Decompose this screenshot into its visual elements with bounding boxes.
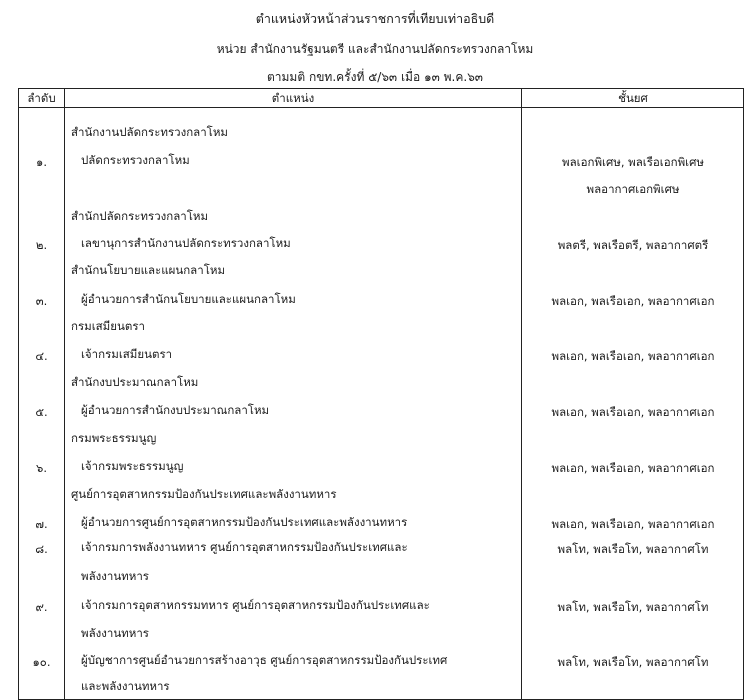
row-number: ๗. xyxy=(35,517,48,531)
row-rank: พลโท, พลเรือโท, พลอากาศโท xyxy=(557,542,709,556)
row-number: ๑. xyxy=(36,155,47,169)
document-title: ตำแหน่งหัวหน้าส่วนราชการที่เทียบเท่าอธิบดี xyxy=(255,11,495,26)
row-number: ๘. xyxy=(35,542,48,556)
row-position: ผู้อำนวยการศูนย์การอุตสาหกรรมป้องกันประเทศและพลังงานทหาร xyxy=(81,515,408,529)
row-position: เจ้ากรมการอุตสาหกรรมทหาร ศูนย์การอุตสาหกรรมป้องกันประเทศและ xyxy=(81,598,430,612)
row-number: ๑๐. xyxy=(32,655,51,669)
row-rank: พลเอก, พลเรือเอก, พลอากาศเอก xyxy=(551,517,715,531)
column-header-order: ลำดับ xyxy=(27,91,56,105)
row-position: เจ้ากรมพระธรรมนูญ xyxy=(81,459,184,473)
header-divider xyxy=(19,107,743,108)
row-rank: พลเอก, พลเรือเอก, พลอากาศเอก xyxy=(551,349,715,363)
column-header-position: ตำแหน่ง xyxy=(271,91,315,105)
row-position: ผู้อำนวยการสำนักนโยบายและแผนกลาโหม xyxy=(81,292,296,306)
row-position-continued: พลังงานทหาร xyxy=(81,626,149,640)
group-heading: สำนักนโยบายและแผนกลาโหม xyxy=(71,263,226,277)
group-heading: ศูนย์การอุตสาหกรรมป้องกันประเทศและพลังงานทหาร xyxy=(71,487,337,501)
group-heading: กรมพระธรรมนูญ xyxy=(71,431,157,445)
row-rank: พลเอกพิเศษ, พลเรือเอกพิเศษ xyxy=(562,155,704,169)
resolution-line: ตามมติ กขท.ครั้งที่ ๕/๖๓ เมื่อ ๑๓ พ.ค.๖๓ xyxy=(266,70,484,84)
row-position: ปลัดกระทรวงกลาโหม xyxy=(81,153,190,167)
row-number: ๓. xyxy=(35,294,48,308)
group-heading: สำนักปลัดกระทรวงกลาโหม xyxy=(71,209,209,223)
row-position-continued: และพลังงานทหาร xyxy=(81,679,170,693)
row-rank: พลตรี, พลเรือตรี, พลอากาศตรี xyxy=(557,238,709,252)
row-rank: พลเอก, พลเรือเอก, พลอากาศเอก xyxy=(551,405,715,419)
row-position: ผู้บัญชาการศูนย์อำนวยการสร้างอาวุธ ศูนย์การอุตสาหกรรมป้องกันประเทศ xyxy=(81,653,448,667)
row-position: เจ้ากรมเสมียนตรา xyxy=(81,347,173,361)
unit-line: หน่วย สำนักงานรัฐมนตรี และสำนักงานปลัดกระทรวงกลาโหม xyxy=(216,42,534,56)
row-number: ๔. xyxy=(35,349,48,363)
row-position: เลขานุการสำนักงานปลัดกระทรวงกลาโหม xyxy=(81,236,291,250)
row-position: เจ้ากรมการพลังงานทหาร ศูนย์การอุตสาหกรรมป้องกันประเทศและ xyxy=(81,540,408,554)
column-header-rank: ชั้นยศ xyxy=(618,91,648,105)
row-number: ๖. xyxy=(36,461,47,475)
group-heading: กรมเสมียนตรา xyxy=(71,319,145,333)
group-heading: สำนักงบประมาณกลาโหม xyxy=(71,375,199,389)
row-number: ๒. xyxy=(35,238,48,252)
row-position-continued: พลังงานทหาร xyxy=(81,569,149,583)
positions-table xyxy=(18,88,744,700)
row-number: ๙. xyxy=(35,600,48,614)
column-divider xyxy=(64,89,65,699)
row-rank: พลโท, พลเรือโท, พลอากาศโท xyxy=(557,655,709,669)
row-position: ผู้อำนวยการสำนักงบประมาณกลาโหม xyxy=(81,403,270,417)
group-heading: สำนักงานปลัดกระทรวงกลาโหม xyxy=(71,125,229,139)
row-rank-continued: พลอากาศเอกพิเศษ xyxy=(586,182,680,196)
row-number: ๕. xyxy=(35,405,48,419)
row-rank: พลเอก, พลเรือเอก, พลอากาศเอก xyxy=(551,461,715,475)
row-rank: พลโท, พลเรือโท, พลอากาศโท xyxy=(557,600,709,614)
row-rank: พลเอก, พลเรือเอก, พลอากาศเอก xyxy=(551,294,715,308)
